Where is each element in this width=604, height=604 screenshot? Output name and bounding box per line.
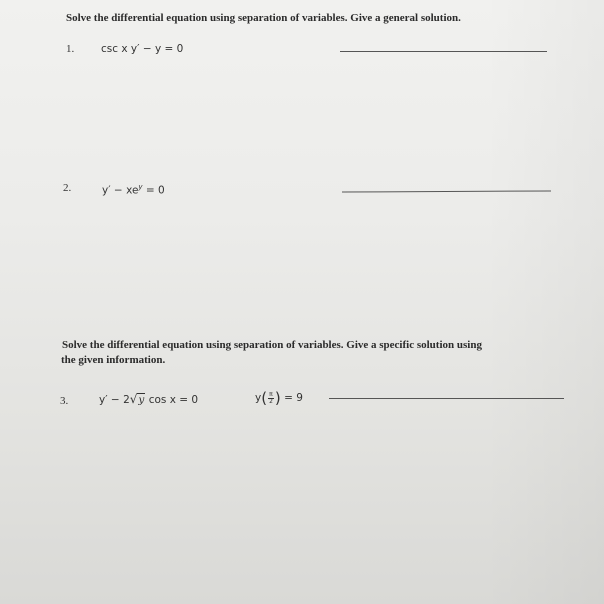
- problem-3-number: 3.: [60, 395, 69, 407]
- problem-1-number: 1.: [66, 43, 75, 55]
- fraction-numerator: π: [269, 390, 273, 398]
- problem-2-equation-left: y′ − xe: [102, 184, 139, 197]
- problem-1-answer-line[interactable]: [340, 51, 547, 52]
- problem-3-equation: [99, 392, 198, 406]
- problem-2-equation: [102, 183, 165, 197]
- problem-3-equation-left: y′ − 2: [99, 394, 130, 406]
- problem-3-equation-right: cos x = 0: [145, 394, 199, 406]
- condition-fraction: [268, 392, 274, 405]
- problem-3-initial-condition: y( $\frac{\pi}{2}$ ) = 9: [255, 389, 303, 407]
- fraction-denominator: 2: [269, 397, 273, 405]
- problem-2-number: 2.: [63, 182, 72, 194]
- section2-instruction-line1: Solve the differential equation using separation of variables. Give a specific solution using: [62, 339, 482, 351]
- condition-function: y: [255, 392, 262, 404]
- problem-2-equation-right: = 0: [142, 184, 165, 197]
- square-root: √y: [129, 392, 145, 406]
- square-root-radicand: y: [138, 394, 145, 406]
- problem-3-answer-line[interactable]: [329, 398, 564, 399]
- problem-1-equation: [101, 43, 183, 55]
- section2-instruction-line2: the given information.: [61, 354, 166, 366]
- problem-1-equation-text: csc x y′ − y = 0: [101, 43, 184, 55]
- section1-instruction: Solve the differential equation using separation of variables. Give a general solution.: [66, 12, 461, 24]
- problem-2-exponent: y: [138, 183, 143, 191]
- condition-value: = 9: [280, 392, 303, 404]
- page-shading: [484, 0, 604, 604]
